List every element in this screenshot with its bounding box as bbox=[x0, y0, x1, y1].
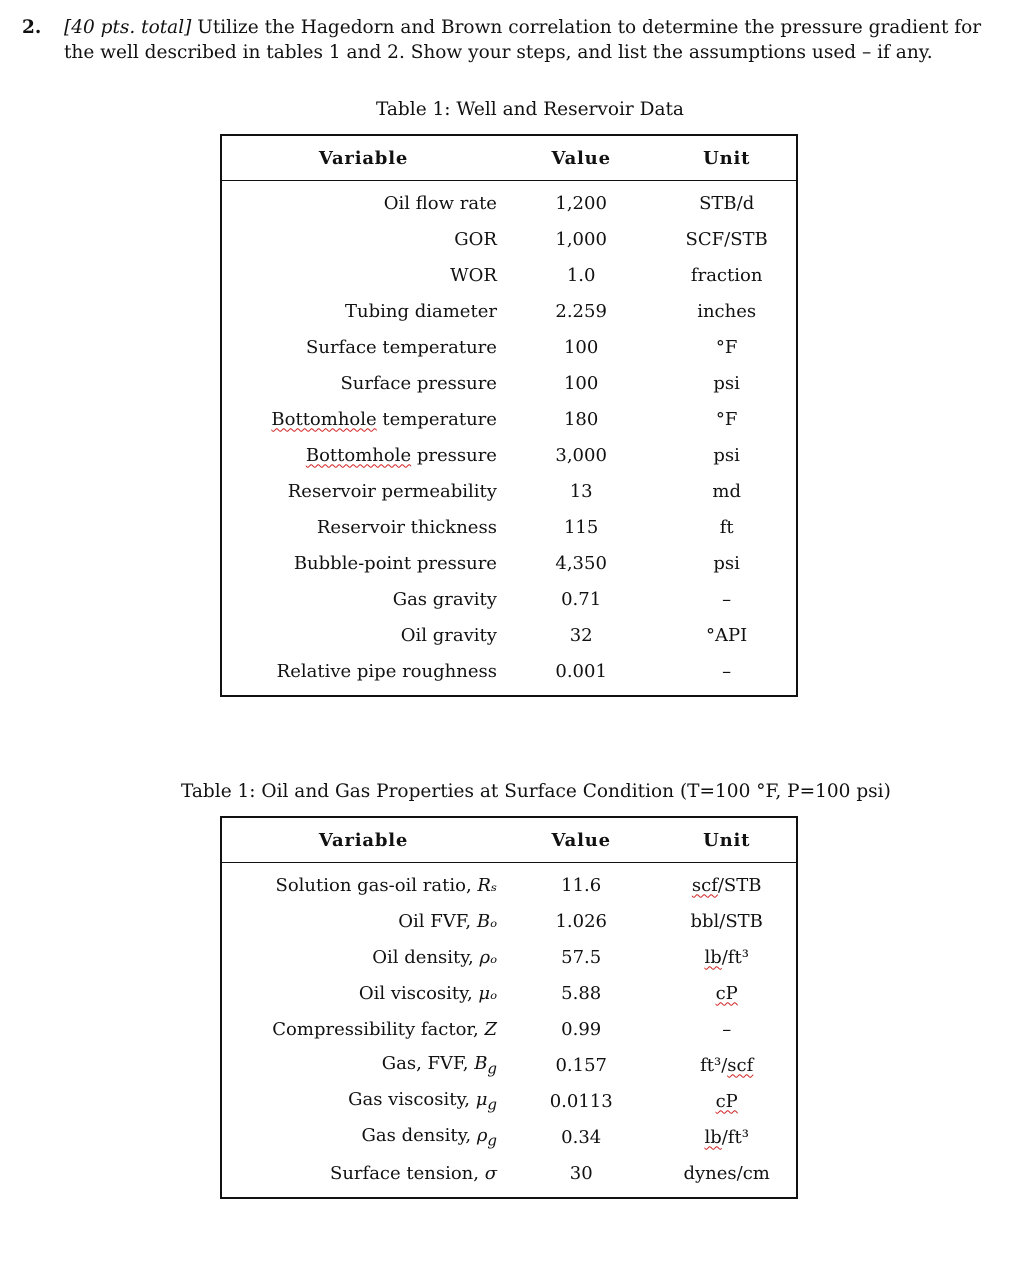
table-row bbox=[221, 365, 797, 401]
unit-cell bbox=[657, 1119, 797, 1155]
problem-statement bbox=[22, 15, 997, 65]
table-row bbox=[221, 939, 797, 975]
variable-label: Gas, FVF, bbox=[381, 1052, 475, 1074]
variable-cell: Surface temperature bbox=[306, 336, 497, 358]
table-row bbox=[221, 437, 797, 473]
variable-cell bbox=[221, 1155, 505, 1198]
problem-points: [40 pts. total] bbox=[64, 17, 192, 38]
unit-cell bbox=[657, 1047, 797, 1083]
spellcheck-word: scf bbox=[727, 1054, 754, 1076]
variable-cell: Bubble-point pressure bbox=[293, 552, 497, 574]
variable-symbol: Z bbox=[484, 1018, 498, 1040]
variable-symbol: σ bbox=[484, 1162, 498, 1184]
variable-cell bbox=[221, 1047, 505, 1083]
variable-cell bbox=[221, 975, 505, 1011]
value-cell: 0.157 bbox=[555, 1054, 607, 1076]
value-cell: 32 bbox=[569, 624, 593, 646]
spellcheck-word: lb bbox=[704, 946, 722, 968]
spellcheck-word: cP bbox=[715, 1090, 738, 1112]
value-cell: 4,350 bbox=[555, 552, 607, 574]
unit-cell: psi bbox=[713, 444, 740, 466]
variable-symbol: Bₒ bbox=[476, 910, 498, 932]
value-cell: 30 bbox=[569, 1162, 593, 1184]
spellcheck-word: Bottomhole bbox=[271, 408, 377, 430]
table-row bbox=[221, 1119, 797, 1155]
table-row bbox=[221, 509, 797, 545]
value-cell: 13 bbox=[569, 480, 593, 502]
spellcheck-word: scf bbox=[691, 874, 718, 896]
spellcheck-word: lb bbox=[704, 1126, 722, 1148]
variable-cell bbox=[221, 863, 505, 904]
variable-cell bbox=[221, 939, 505, 975]
variable-symbol: Rₛ bbox=[477, 874, 498, 896]
table-header-row bbox=[221, 135, 797, 181]
unit-text: /ft³ bbox=[721, 946, 749, 968]
table-row bbox=[221, 401, 797, 437]
value-cell: 3,000 bbox=[555, 444, 607, 466]
spellcheck-word: cP bbox=[715, 982, 738, 1004]
header-unit: Unit bbox=[657, 135, 797, 181]
header-value: Value bbox=[505, 135, 657, 181]
value-cell: 180 bbox=[563, 408, 599, 430]
spellcheck-word: Bottomhole bbox=[305, 444, 412, 466]
table-row bbox=[221, 975, 797, 1011]
variable-cell bbox=[221, 1119, 505, 1155]
table-row bbox=[221, 329, 797, 365]
variable-symbol: $\mu_g$ bbox=[475, 1088, 498, 1114]
table-row bbox=[221, 181, 797, 222]
variable-cell bbox=[221, 401, 505, 437]
unit-cell: inches bbox=[697, 300, 757, 322]
variable-label: Surface tension, bbox=[330, 1162, 485, 1184]
table-row bbox=[221, 653, 797, 696]
table-row bbox=[221, 221, 797, 257]
unit-cell: °API bbox=[706, 624, 748, 646]
variable-cell: Tubing diameter bbox=[345, 300, 497, 322]
unit-cell bbox=[657, 863, 797, 904]
variable-symbol: μₒ bbox=[478, 982, 498, 1004]
header-variable: Variable bbox=[221, 817, 505, 863]
header-value: Value bbox=[505, 817, 657, 863]
unit-cell: psi bbox=[713, 552, 740, 574]
variable-cell: Oil gravity bbox=[400, 624, 497, 646]
table2-caption: Table 1: Oil and Gas Properties at Surface Condition (T=100 °F, P=100 psi) bbox=[181, 781, 891, 802]
well-reservoir-data-table bbox=[220, 134, 798, 697]
symbol-subscript: g bbox=[487, 1095, 498, 1114]
variable-label: Compressibility factor, bbox=[272, 1018, 485, 1040]
table-row bbox=[221, 903, 797, 939]
table-header-row bbox=[221, 817, 797, 863]
variable-label: Oil density, bbox=[372, 946, 480, 968]
value-cell: 1,200 bbox=[555, 192, 607, 214]
unit-cell: fraction bbox=[690, 264, 763, 286]
value-cell: 2.259 bbox=[555, 300, 607, 322]
table-row bbox=[221, 1155, 797, 1198]
variable-cell: GOR bbox=[454, 228, 497, 250]
problem-body: Utilize the Hagedorn and Brown correlation to determine the pressure gradient for the well described in tables 1 and 2. Show your steps, and list the assumptions used – if any. bbox=[64, 17, 982, 63]
table-row bbox=[221, 257, 797, 293]
table-row bbox=[221, 1083, 797, 1119]
unit-cell: bbl/STB bbox=[690, 910, 763, 932]
value-cell: 57.5 bbox=[561, 946, 602, 968]
symbol-subscript: g bbox=[487, 1131, 498, 1150]
variable-label: Gas viscosity, bbox=[348, 1088, 476, 1110]
table-row bbox=[221, 617, 797, 653]
header-variable: Variable bbox=[221, 135, 505, 181]
value-cell: 100 bbox=[563, 336, 599, 358]
value-cell: 0.99 bbox=[561, 1018, 602, 1040]
unit-cell bbox=[657, 939, 797, 975]
table-row bbox=[221, 545, 797, 581]
unit-text: /STB bbox=[717, 874, 762, 896]
header-unit: Unit bbox=[657, 817, 797, 863]
variable-cell bbox=[221, 1011, 505, 1047]
variable-symbol: $\rho_g$ bbox=[476, 1124, 498, 1150]
unit-text: ft³/ bbox=[700, 1054, 728, 1076]
value-cell: 5.88 bbox=[561, 982, 602, 1004]
symbol-subscript: g bbox=[487, 1059, 498, 1078]
unit-text: /ft³ bbox=[721, 1126, 749, 1148]
variable-cell: Reservoir permeability bbox=[287, 480, 497, 502]
variable-label: Gas density, bbox=[361, 1124, 477, 1146]
value-cell: 0.0113 bbox=[549, 1090, 613, 1112]
table-row bbox=[221, 1047, 797, 1083]
table1-caption: Table 1: Well and Reservoir Data bbox=[376, 99, 684, 120]
value-cell: 115 bbox=[563, 516, 599, 538]
problem-text bbox=[64, 15, 997, 65]
table-row bbox=[221, 863, 797, 904]
problem-number: 2. bbox=[22, 17, 42, 38]
variable-cell: Oil flow rate bbox=[383, 192, 497, 214]
table-row bbox=[221, 1011, 797, 1047]
variable-cell bbox=[221, 903, 505, 939]
unit-cell: psi bbox=[713, 372, 740, 394]
unit-cell: md bbox=[712, 480, 741, 502]
variable-cell bbox=[221, 1083, 505, 1119]
unit-cell: °F bbox=[715, 336, 738, 358]
oil-gas-properties-table bbox=[220, 816, 798, 1199]
variable-text: pressure bbox=[411, 444, 497, 466]
unit-cell: – bbox=[722, 1018, 732, 1040]
table-row bbox=[221, 581, 797, 617]
variable-cell: Reservoir thickness bbox=[316, 516, 497, 538]
unit-cell: SCF/STB bbox=[685, 228, 768, 250]
unit-cell: °F bbox=[715, 408, 738, 430]
variable-symbol: ρₒ bbox=[479, 946, 498, 968]
unit-cell: ft bbox=[719, 516, 734, 538]
value-cell: 1.0 bbox=[566, 264, 596, 286]
unit-cell: STB/d bbox=[699, 192, 755, 214]
variable-cell: WOR bbox=[450, 264, 497, 286]
variable-label: Oil FVF, bbox=[398, 910, 477, 932]
value-cell: 11.6 bbox=[561, 874, 602, 896]
variable-cell: Gas gravity bbox=[392, 588, 497, 610]
unit-cell bbox=[657, 1083, 797, 1119]
variable-text: temperature bbox=[376, 408, 497, 430]
value-cell: 0.71 bbox=[561, 588, 602, 610]
variable-cell: Surface pressure bbox=[340, 372, 497, 394]
value-cell: 100 bbox=[563, 372, 599, 394]
unit-cell: – bbox=[722, 588, 732, 610]
table-row bbox=[221, 293, 797, 329]
variable-cell bbox=[221, 437, 505, 473]
unit-cell: dynes/cm bbox=[683, 1162, 770, 1184]
value-cell: 1.026 bbox=[555, 910, 607, 932]
variable-label: Oil viscosity, bbox=[358, 982, 479, 1004]
variable-label: Solution gas-oil ratio, bbox=[275, 874, 478, 896]
value-cell: 0.34 bbox=[561, 1126, 602, 1148]
unit-cell bbox=[657, 975, 797, 1011]
table-row bbox=[221, 473, 797, 509]
variable-symbol: $B_g$ bbox=[474, 1052, 498, 1078]
variable-cell: Relative pipe roughness bbox=[276, 660, 497, 682]
value-cell: 0.001 bbox=[555, 660, 607, 682]
value-cell: 1,000 bbox=[555, 228, 607, 250]
unit-cell: – bbox=[722, 660, 732, 682]
